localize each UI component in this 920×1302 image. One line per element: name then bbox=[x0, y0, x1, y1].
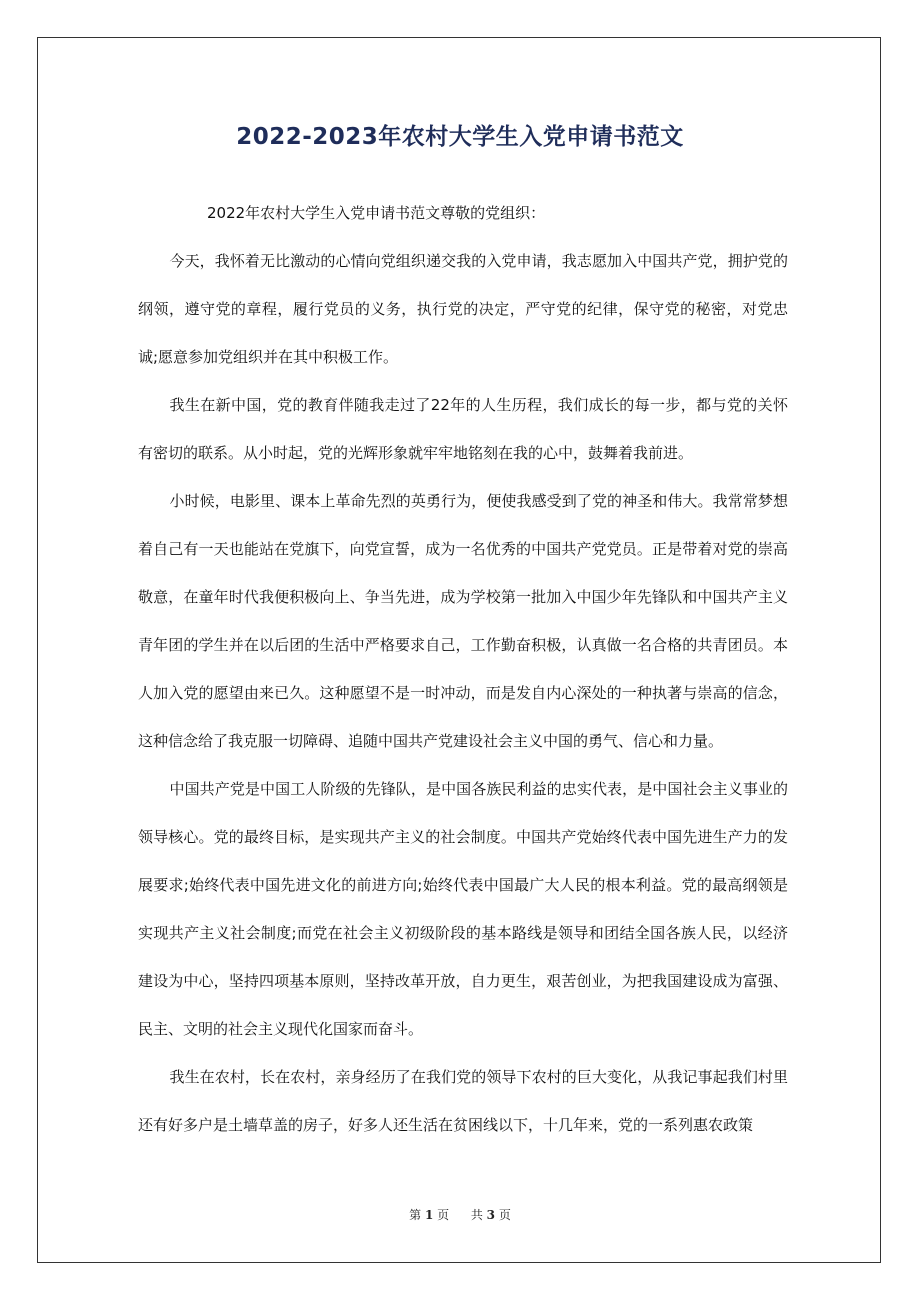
footer-page-total: 3 bbox=[486, 1208, 496, 1222]
footer-page-current: 1 bbox=[424, 1208, 434, 1222]
footer-total-label: 页 bbox=[498, 1208, 511, 1222]
paragraph: 中国共产党是中国工人阶级的先锋队，是中国各族民利益的忠实代表，是中国社会主义事业的领导核心。党的最终目标，是实现共产主义的社会制度。中国共产党始终代表中国先进生产力的发展要求;始终代表中国先进文化的前进方向;始终代表中国最广大人民的根本利益。党的最高纲领是实现共产主义社会制度;而党在社会主义初级阶段的基本路线是领导和团结全国各族人民，以经济建设为中心，坚持四项基本原则，坚持改革开放，自力更生，艰苦创业，为把我国建设成为富强、民主、文明的社会主义现代化国家而奋斗。 bbox=[138, 780, 788, 1038]
document-body bbox=[138, 189, 788, 1149]
footer-page-label: 页 bbox=[437, 1208, 450, 1222]
document-title: 2022-2023年农村大学生入党申请书范文 bbox=[236, 124, 684, 150]
paragraph-salutation: 2022年农村大学生入党申请书范文尊敬的党组织： bbox=[207, 204, 546, 222]
paragraph: 我生在农村，长在农村，亲身经历了在我们党的领导下农村的巨大变化，从我记事起我们村里还有好多户是土墙草盖的房子，好多人还生活在贫困线以下，十几年来，党的一系列惠农政策 bbox=[138, 1068, 788, 1134]
page-footer bbox=[0, 1206, 920, 1223]
paragraph: 小时候，电影里、课本上革命先烈的英勇行为，便使我感受到了党的神圣和伟大。我常常梦想着自己有一天也能站在党旗下，向党宣誓，成为一名优秀的中国共产党党员。正是带着对党的崇高敬意，在童年时代我便积极向上、争当先进，成为学校第一批加入中国少年先锋队和中国共产主义青年团的学生并在以后团的生活中严格要求自己，工作勤奋积极，认真做一名合格的共青团员。本人加入党的愿望由来已久。这种愿望不是一时冲动，而是发自内心深处的一种执著与崇高的信念，这种信念给了我克服一切障碍、追随中国共产党建设社会主义中国的勇气、信心和力量。 bbox=[138, 492, 788, 750]
footer-page-prefix: 第 bbox=[409, 1208, 422, 1222]
paragraph: 今天，我怀着无比激动的心情向党组织递交我的入党申请，我志愿加入中国共产党，拥护党的纲领，遵守党的章程，履行党员的义务，执行党的决定，严守党的纪律，保守党的秘密，对党忠诚;愿意参加党组织并在其中积极工作。 bbox=[138, 252, 788, 366]
paragraph: 我生在新中国，党的教育伴随我走过了22年的人生历程，我们成长的每一步，都与党的关怀有密切的联系。从小时起，党的光辉形象就牢牢地铭刻在我的心中，鼓舞着我前进。 bbox=[138, 396, 788, 462]
footer-total-prefix: 共 bbox=[470, 1208, 483, 1222]
